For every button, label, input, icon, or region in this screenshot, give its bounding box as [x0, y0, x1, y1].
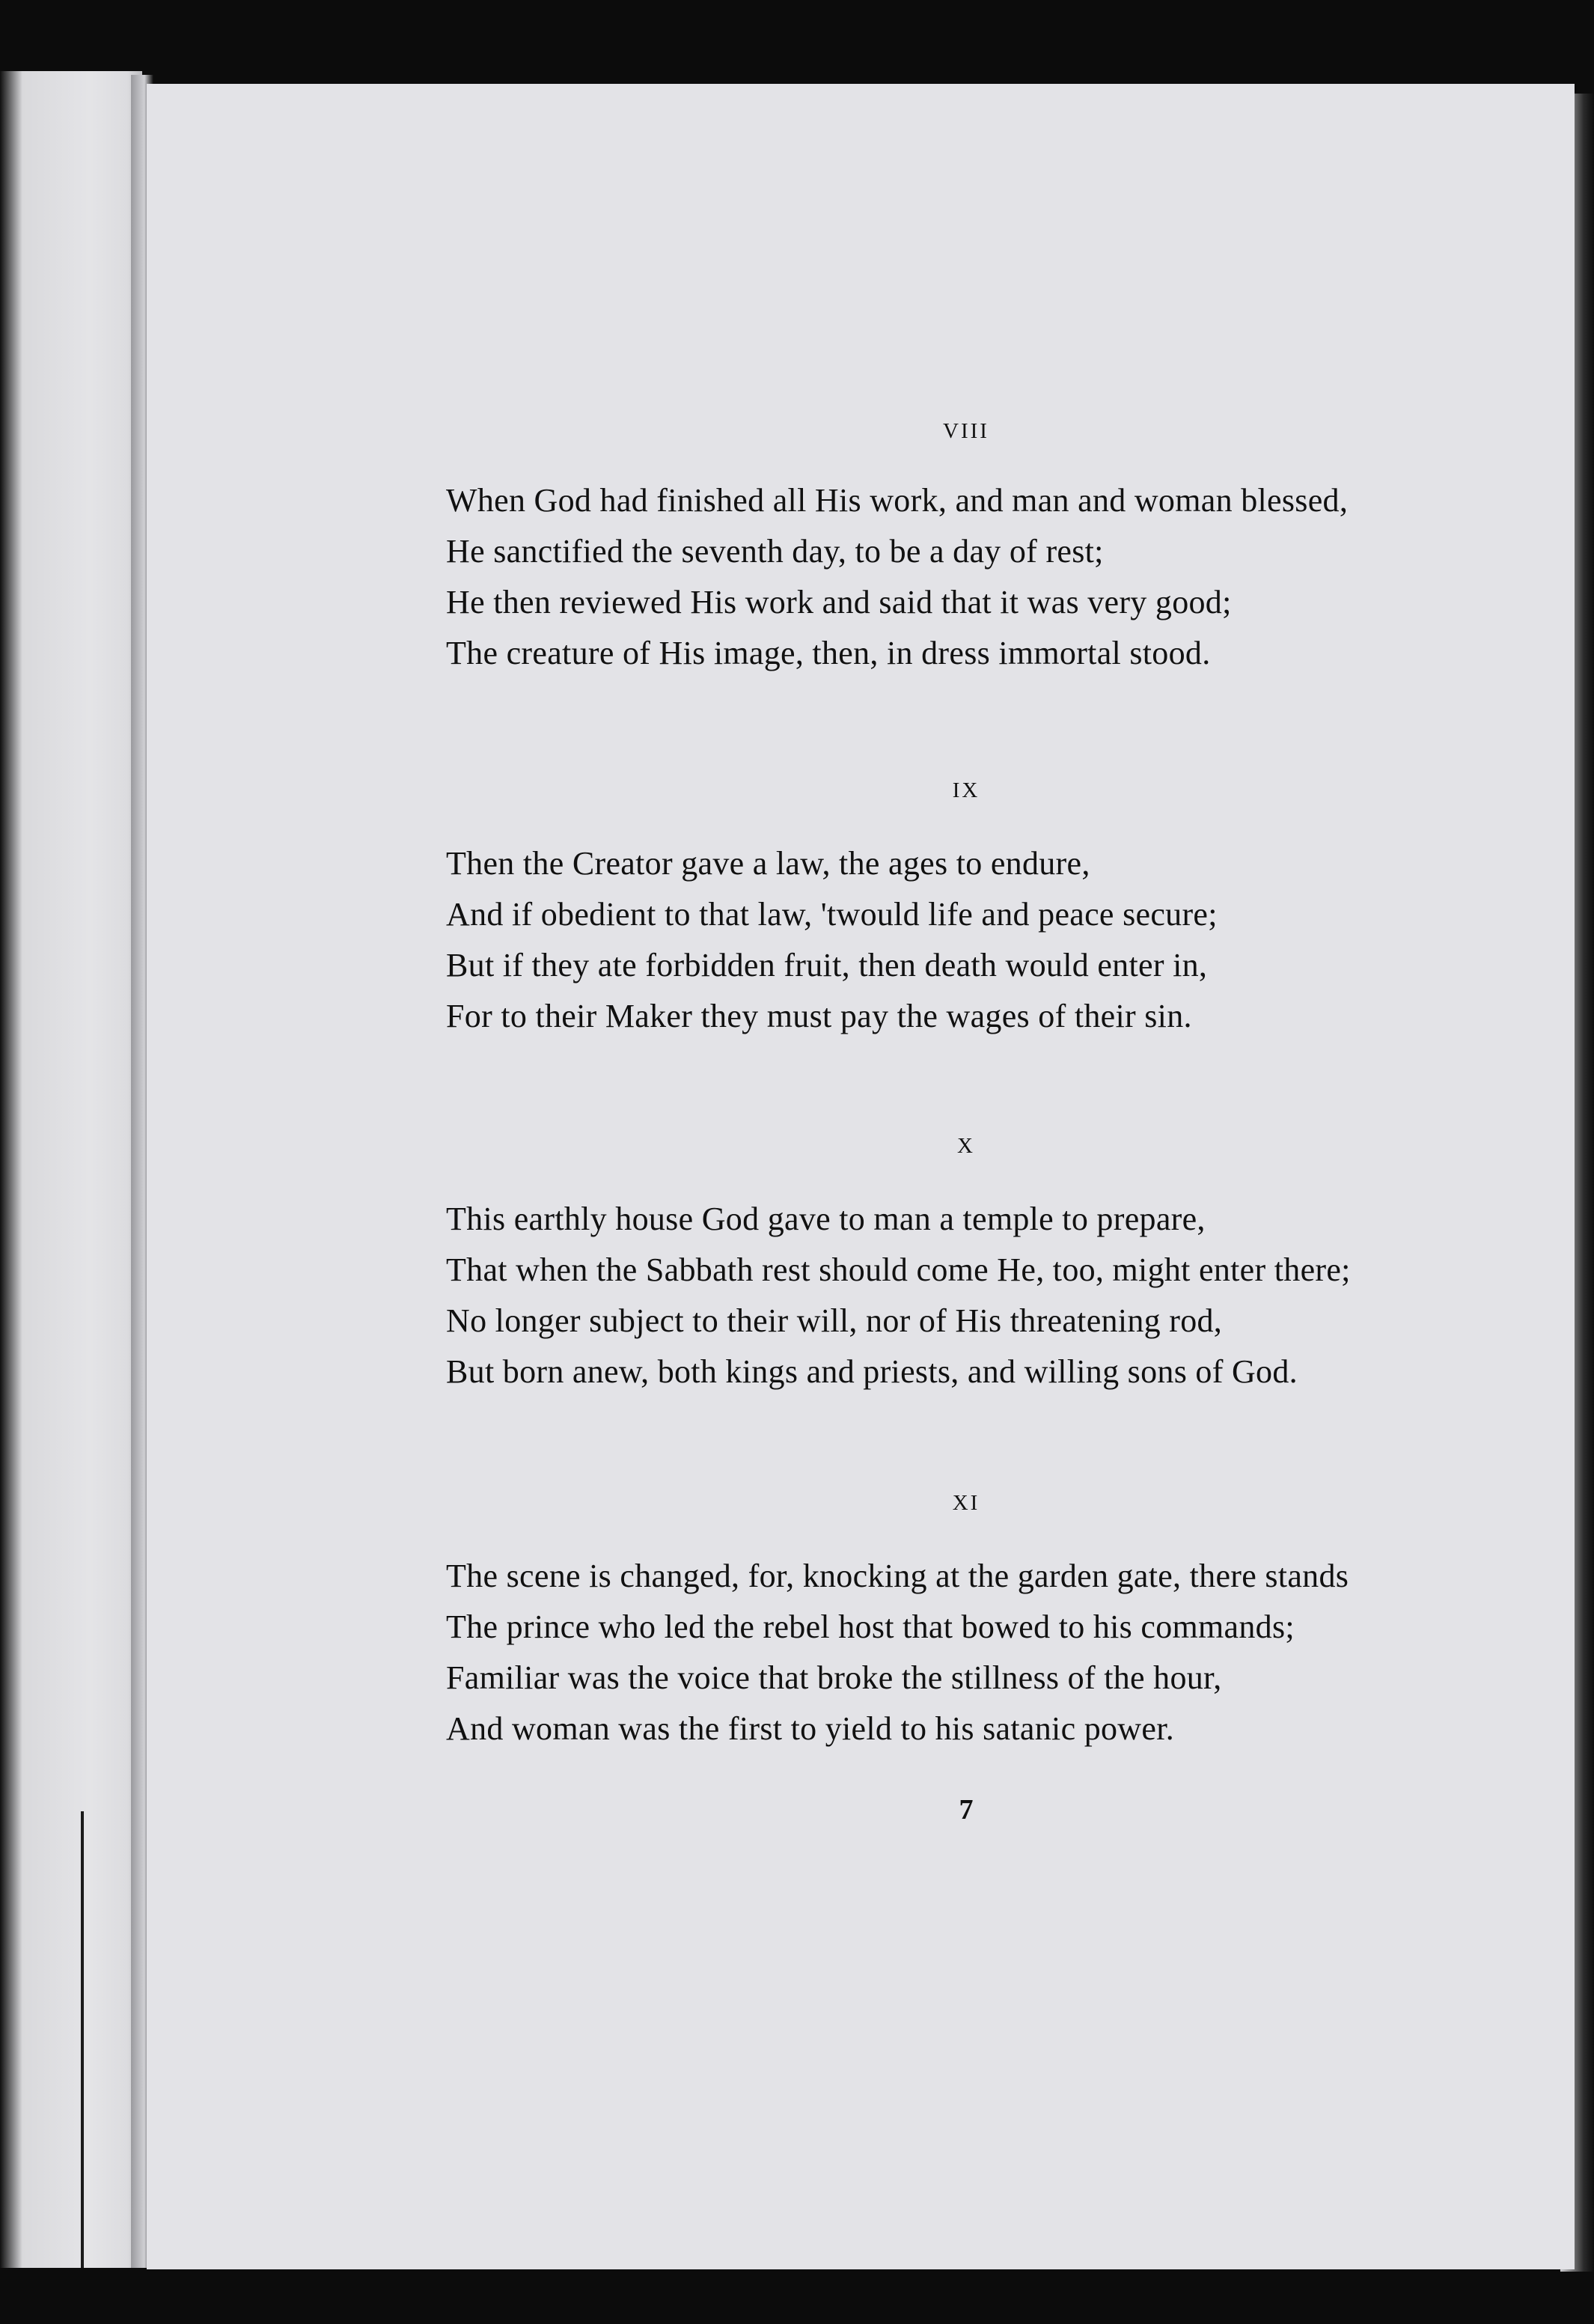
- verse-line: He sanctified the seventh day, to be a day of rest;: [446, 533, 1104, 570]
- stanza-numeral-xi: XI: [952, 1491, 980, 1515]
- verse-line: And if obedient to that law, 'twould life and peace secure;: [446, 896, 1218, 933]
- stanza-x: [446, 1194, 1486, 1397]
- verse-line: No longer subject to their will, nor of His threatening rod,: [446, 1302, 1223, 1339]
- stanza-ix: [446, 838, 1486, 1042]
- stanza-numeral-ix: IX: [952, 778, 980, 802]
- binding-rule: [81, 1811, 84, 2268]
- previous-page-edge: [0, 71, 142, 2268]
- stanza-xi: [446, 1551, 1486, 1754]
- verse-line: For to their Maker they must pay the wages of their sin.: [446, 998, 1192, 1034]
- verse-line: And woman was the first to yield to his satanic power.: [446, 1710, 1175, 1747]
- verse-line: That when the Sabbath rest should come He, too, might enter there;: [446, 1251, 1351, 1288]
- verse-line: The scene is changed, for, knocking at the garden gate, there stands: [446, 1558, 1349, 1594]
- verse-line: When God had finished all His work, and man and woman blessed,: [446, 482, 1349, 519]
- verse-line: But if they ate forbidden fruit, then death would enter in,: [446, 947, 1208, 983]
- verse-line: This earthly house God gave to man a temple to prepare,: [446, 1201, 1206, 1237]
- stanza-numeral-viii: VIII: [943, 419, 989, 443]
- verse-line: The prince who led the rebel host that bowed to his commands;: [446, 1608, 1295, 1645]
- verse-line: But born anew, both kings and priests, and willing sons of God.: [446, 1353, 1298, 1390]
- book-page: [147, 84, 1575, 2269]
- verse-line: He then reviewed His work and said that it was very good;: [446, 584, 1232, 620]
- verse-line: Familiar was the voice that broke the stillness of the hour,: [446, 1659, 1222, 1696]
- stanza-viii: [446, 475, 1486, 679]
- verse-line: The creature of His image, then, in dress immortal stood.: [446, 635, 1211, 671]
- page-number: 7: [959, 1794, 974, 1826]
- verse-line: Then the Creator gave a law, the ages to endure,: [446, 845, 1090, 882]
- stanza-numeral-x: X: [957, 1134, 975, 1158]
